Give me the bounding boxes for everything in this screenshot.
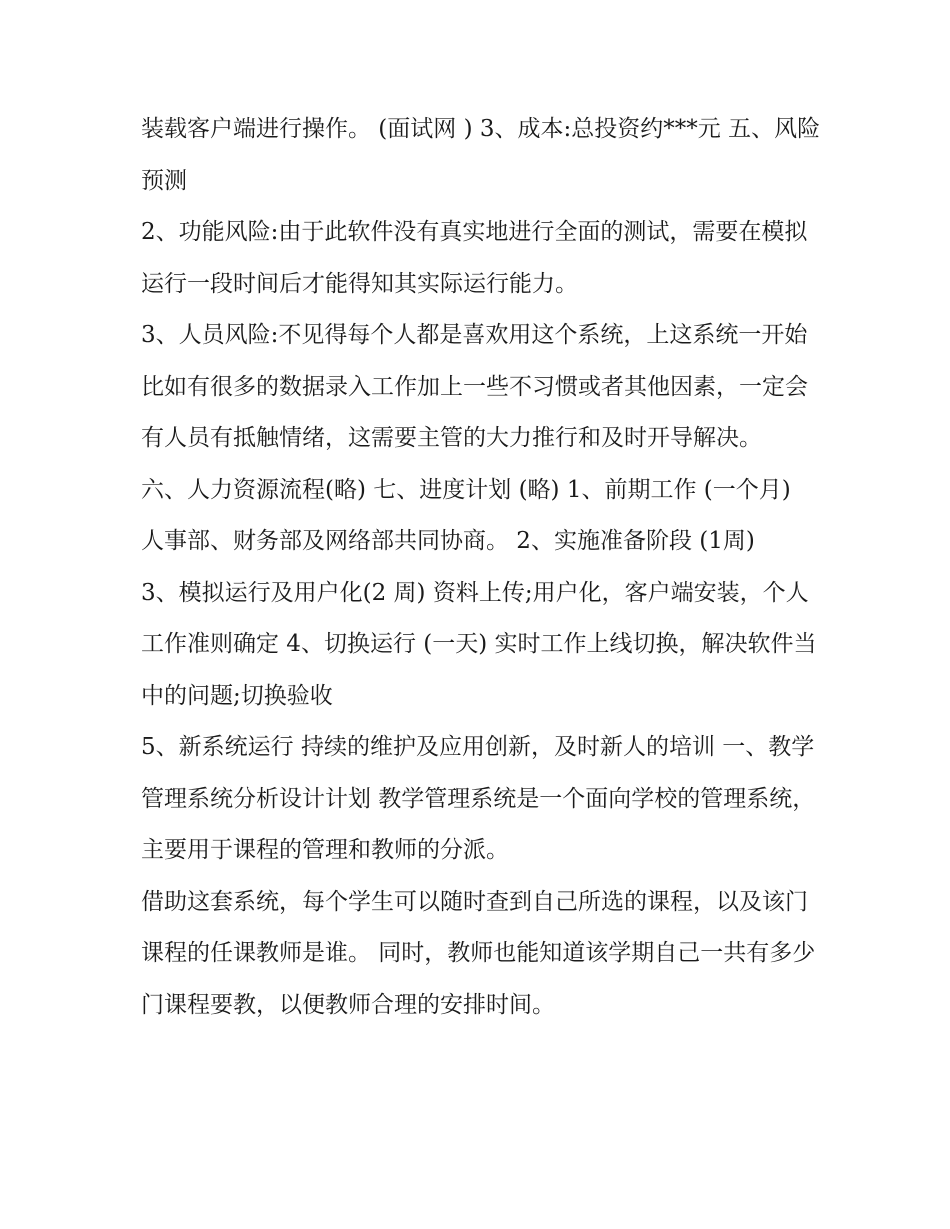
document-body — [141, 104, 821, 1031]
paragraph-cost-risk-heading: 装载客户端进行操作。 (面试网 ) 3、成本:总投资约***元 五、风险预测 — [141, 116, 821, 194]
paragraph-personnel-risk: 3、人员风险:不见得每个人都是喜欢用这个系统，上这系统一开始比如有很多的数据录入工作加上一些不习惯或者其他因素，一定会有人员有抵触情绪，这需要主管的大力推行和及时开导解决。 — [141, 322, 808, 451]
paragraph-system-benefits: 借助这套系统，每个学生可以随时查到自己所选的课程，以及该门课程的任课教师是谁。 同时，教师也能知道该学期自己一共有多少门课程要教，以便教师合理的安排时间。 — [141, 888, 816, 1018]
paragraph-simulation-switch: 3、模拟运行及用户化(2 周) 资料上传;用户化，客户端安装，个人工作准则确定 4、切换运行 (一天) 实时工作上线切换，解决软件当中的问题;切换验收 — [141, 579, 817, 709]
paragraph-hr-schedule: 六、人力资源流程(略) 七、进度计划 (略) 1、前期工作 (一个月) 人事部、财务部及网络部共同协商。 2、实施准备阶段 (1周) — [141, 476, 791, 554]
paragraph-new-system: 5、新系统运行 持续的维护及应用创新，及时新人的培训 一、教学管理系统分析设计计划 教学管理系统是一个面向学校的管理系统，主要用于课程的管理和教师的分派。 — [141, 734, 816, 863]
paragraph-functional-risk: 2、功能风险:由于此软件没有真实地进行全面的测试，需要在模拟运行一段时间后才能得知其实际运行能力。 — [141, 219, 808, 297]
